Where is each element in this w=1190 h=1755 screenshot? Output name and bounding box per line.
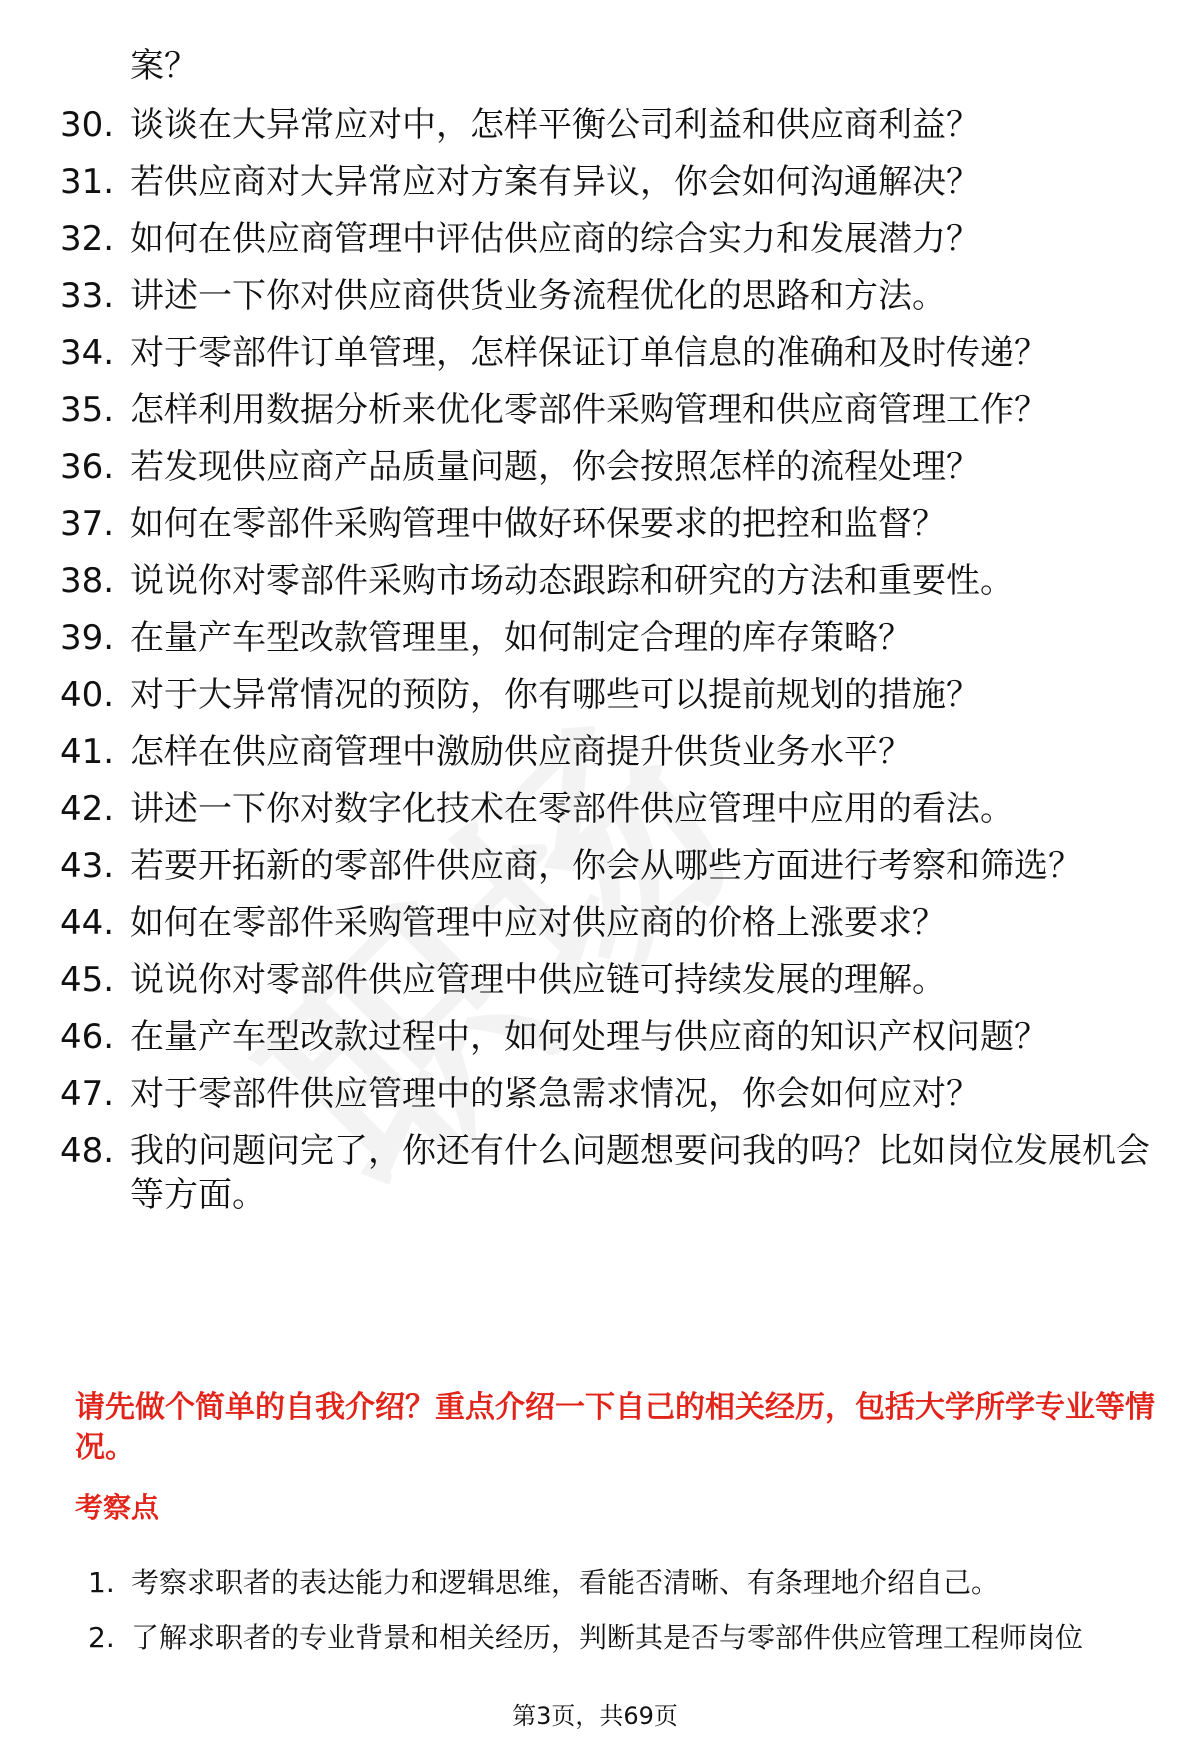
item-number: 48. (60, 1131, 115, 1171)
item-number: 42. (60, 789, 115, 829)
item-text: 怎样在供应商管理中激励供应商提升供货业务水平？ (130, 732, 912, 772)
item-number: 38. (60, 561, 115, 601)
item-text: 说说你对零部件采购市场动态跟踪和研究的方法和重要性。 (130, 561, 1014, 601)
item-text: 如何在供应商管理中评估供应商的综合实力和发展潜力？ (130, 219, 980, 259)
item-number: 30. (60, 105, 115, 145)
item-text: 讲述一下你对数字化技术在零部件供应管理中应用的看法。 (130, 789, 1014, 829)
item-text: 对于零部件供应管理中的紧急需求情况，你会如何应对？ (130, 1074, 980, 1114)
item-text: 说说你对零部件供应管理中供应链可持续发展的理解。 (130, 960, 946, 1000)
item-number: 44. (60, 903, 115, 943)
item-number: 41. (60, 732, 115, 772)
item-number: 45. (60, 960, 115, 1000)
item-text: 如何在零部件采购管理中应对供应商的价格上涨要求？ (130, 903, 946, 943)
item-number: 33. (60, 276, 115, 316)
continued-text: 案？ (130, 46, 198, 86)
item-text: 对于大异常情况的预防，你有哪些可以提前规划的措施？ (130, 675, 980, 715)
item-number: 34. (60, 333, 115, 373)
item-text: 谈谈在大异常应对中，怎样平衡公司利益和供应商利益？ (130, 105, 980, 145)
item-text: 在量产车型改款过程中，如何处理与供应商的知识产权问题？ (130, 1017, 1048, 1057)
item-text: 若供应商对大异常应对方案有异议，你会如何沟通解决？ (130, 162, 980, 202)
section-heading: 请先做个简单的自我介绍？重点介绍一下自己的相关经历，包括大学所学专业等情况。 (75, 1390, 1155, 1465)
item-number: 2. (88, 1621, 115, 1654)
item-text: 若发现供应商产品质量问题，你会按照怎样的流程处理？ (130, 447, 980, 487)
item-number: 46. (60, 1017, 115, 1057)
item-number: 43. (60, 846, 115, 886)
item-text: 在量产车型改款管理里，如何制定合理的库存策略？ (130, 618, 912, 658)
item-number: 1. (88, 1566, 115, 1599)
item-text: 了解求职者的专业背景和相关经历，判断其是否与零部件供应管理工程师岗位 (131, 1621, 1084, 1654)
sub-heading: 考察点 (75, 1491, 160, 1524)
item-text: 如何在零部件采购管理中做好环保要求的把控和监督？ (130, 504, 946, 544)
item-text: 对于零部件订单管理，怎样保证订单信息的准确和及时传递？ (130, 333, 1048, 373)
item-number: 31. (60, 162, 115, 202)
item-number: 39. (60, 618, 115, 658)
item-number: 35. (60, 390, 115, 430)
item-text: 讲述一下你对供应商供货业务流程优化的思路和方法。 (130, 276, 946, 316)
item-number: 40. (60, 675, 115, 715)
item-number: 47. (60, 1074, 115, 1114)
item-text: 考察求职者的表达能力和逻辑思维，看能否清晰、有条理地介绍自己。 (131, 1566, 1000, 1599)
item-text: 若要开拓新的零部件供应商，你会从哪些方面进行考察和筛选？ (130, 846, 1082, 886)
item-text: 我的问题问完了，你还有什么问题想要问我的吗？比如岗位发展机会等方面。 (130, 1131, 1150, 1215)
item-number: 37. (60, 504, 115, 544)
item-number: 32. (60, 219, 115, 259)
item-text: 怎样利用数据分析来优化零部件采购管理和供应商管理工作？ (130, 390, 1048, 430)
page-footer: 第3页，共69页 (512, 1702, 678, 1730)
item-number: 36. (60, 447, 115, 487)
